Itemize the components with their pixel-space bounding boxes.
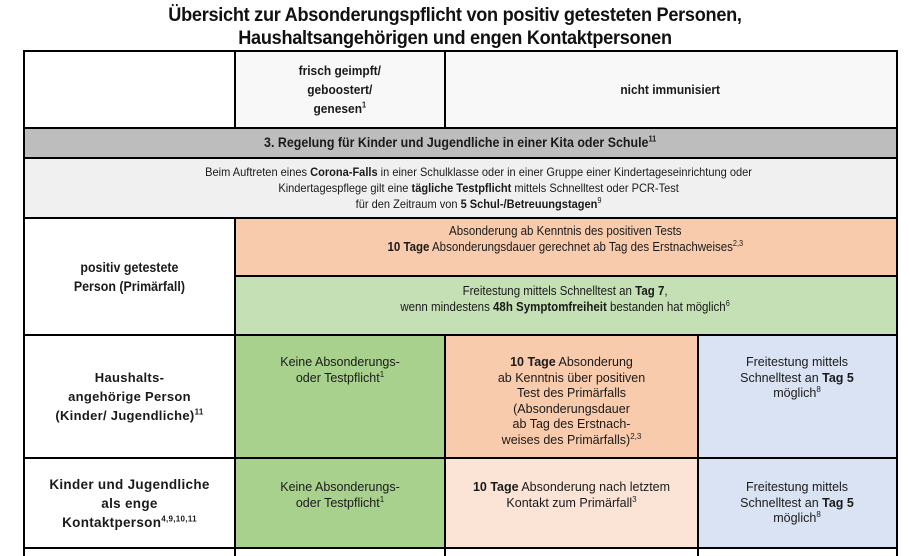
table-border bbox=[234, 217, 236, 556]
table-border bbox=[235, 275, 898, 277]
title-line-2: Haushaltsangehörigen und engen Kontaktpersonen bbox=[238, 27, 672, 49]
table-border bbox=[23, 50, 898, 52]
positive-isolation-cell: Absonderung ab Kenntnis des positiven Tests 10 Tage Absonderungsdauer gerechnet ab Tag des Erstnachweises$^{2,3}$ bbox=[235, 218, 896, 276]
info-text-block: Beim Auftreten eines Corona-Falls in einer Schulklasse oder in einer Gruppe einer Kindertageseinrichtung oder Kindertagespflege gilt eine tägliche Testpflicht mittels Schnelltest oder PCR-Test für den Zeitraum von 5 Schul-/Betreuungstagen$^9$ bbox=[24, 158, 896, 218]
household-isolation-cell: 10 Tage Absonderung ab Kenntnis über positiven Test des Primärfalls (Absonderungsdauer ab Tag des Erstnach- weises des Primärfalls)$^{2,3}$ bbox=[445, 335, 698, 458]
table-border bbox=[23, 334, 898, 336]
table-border bbox=[234, 50, 236, 129]
contact-release-cell: Freitestung mittels Schnelltest an Tag 5 möglich$^8$ bbox=[698, 458, 896, 548]
row-label-contact: Kinder und Jugendliche als enge Kontaktperson$^{4,9,10,11}$ bbox=[24, 458, 235, 548]
header-not-immunized: nicht immunisiert bbox=[445, 51, 896, 128]
header-immunized: frisch geimpft/ geboostert/ genesen$^1$ bbox=[235, 51, 445, 128]
table-border bbox=[444, 334, 446, 556]
table-border bbox=[697, 334, 699, 556]
table-border bbox=[23, 457, 898, 459]
table-border bbox=[23, 547, 898, 549]
page-title bbox=[32, 4, 878, 50]
table-border bbox=[23, 157, 898, 159]
household-immunized-cell: Keine Absonderungs- oder Testpflicht$^1$ bbox=[235, 335, 445, 458]
header-empty-cell bbox=[24, 51, 235, 128]
section-header: 3. Regelung für Kinder und Jugendliche in einer Kita oder Schule$^{11}$ bbox=[24, 128, 896, 158]
contact-immunized-cell: Keine Absonderungs- oder Testpflicht$^1$ bbox=[235, 458, 445, 548]
table-border bbox=[896, 50, 898, 556]
table-border bbox=[23, 50, 25, 556]
table-border bbox=[23, 127, 898, 129]
row-label-positive: positiv getestete Person (Primärfall) bbox=[24, 218, 235, 335]
contact-isolation-cell: 10 Tage Absonderung nach letztem Kontakt zum Primärfall$^3$ bbox=[445, 458, 698, 548]
table-border bbox=[23, 217, 898, 219]
household-release-cell: Freitestung mittels Schnelltest an Tag 5 möglich$^8$ bbox=[698, 335, 896, 458]
positive-release-cell: Freitestung mittels Schnelltest an Tag 7, wenn mindestens 48h Symptomfreiheit bestanden hat möglich$^6$ bbox=[235, 276, 896, 335]
title-line-1: Übersicht zur Absonderungspflicht von positiv getesteten Personen, bbox=[168, 4, 742, 26]
row-label-household: Haushalts- angehörige Person (Kinder/ Jugendliche)$^{11}$ bbox=[24, 335, 235, 458]
table-border bbox=[444, 50, 446, 129]
